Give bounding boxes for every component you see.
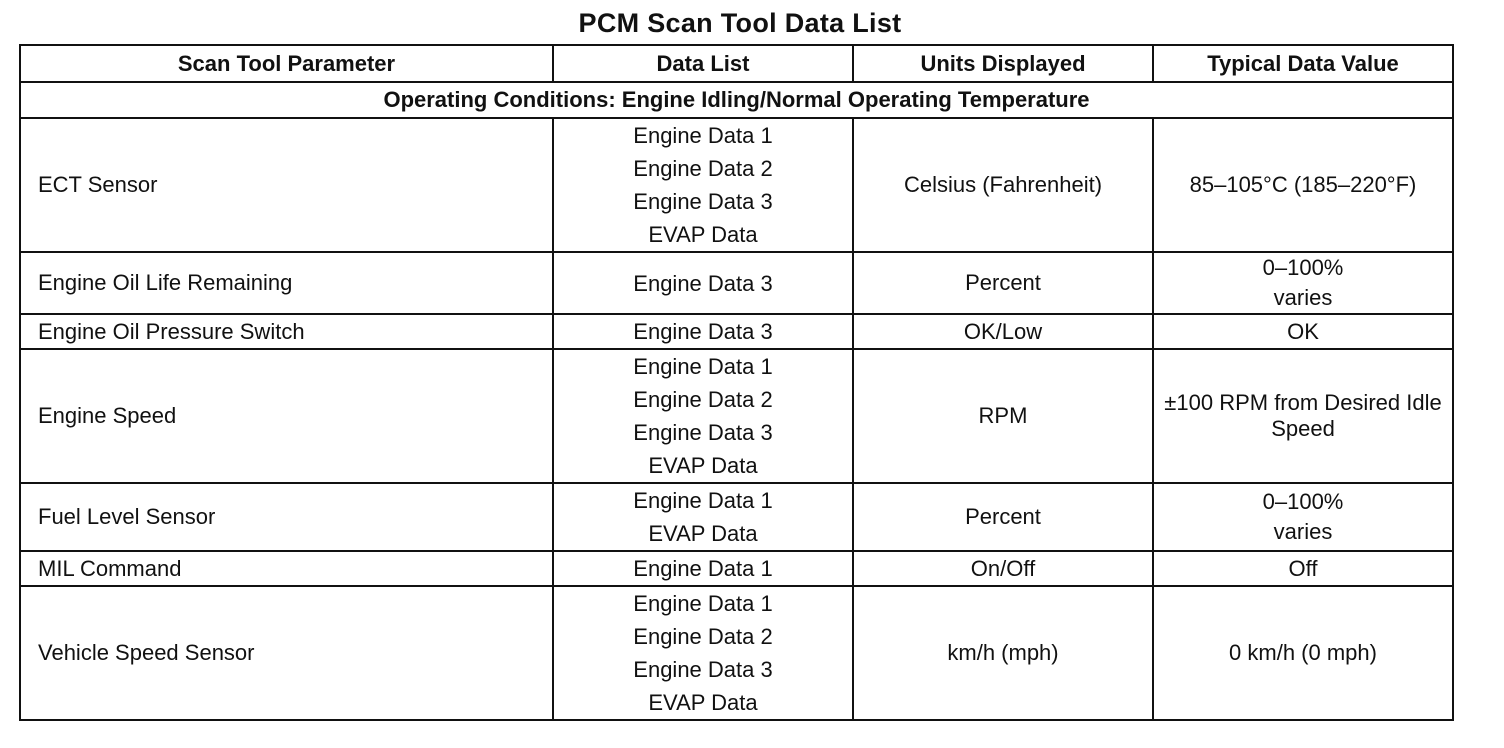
units-cell: Celsius (Fahrenheit) [853,118,1153,252]
typical-value-text: ±100 RPM from Desired Idle Speed [1164,390,1442,441]
units-cell: RPM [853,349,1153,483]
table-row [20,586,1453,720]
data-list-item: Engine Data 3 [633,657,773,682]
header-row [20,45,1453,82]
data-list-item: Engine Data 3 [633,270,773,296]
data-list-cell [553,551,853,586]
section-row [20,82,1453,118]
typical-value-cell [1153,314,1453,349]
units-cell: km/h (mph) [853,586,1153,720]
scan-tool-data-table [19,44,1454,721]
data-list-item: Engine Data 1 [633,354,773,379]
operating-conditions-label: Operating Conditions: Engine Idling/Normal Operating Temperature [20,82,1453,118]
data-list-cell [553,314,853,349]
parameter-cell: ECT Sensor [20,118,553,252]
data-list-cell [553,349,853,483]
typical-value-text: varies [1273,285,1333,310]
table-row [20,551,1453,586]
typical-value-text: Off [1288,555,1318,581]
data-list-item: Engine Data 1 [633,591,773,616]
data-list-item: EVAP Data [648,521,758,546]
column-header-data-list: Data List [553,45,853,82]
typical-value-text: 0–100% [1262,489,1344,514]
data-list-item: EVAP Data [648,453,758,478]
data-list-item: EVAP Data [648,222,758,247]
table-row [20,314,1453,349]
data-list-item: Engine Data 1 [633,556,773,581]
data-list-item: Engine Data 2 [633,624,773,649]
units-cell: On/Off [853,551,1153,586]
parameter-cell: Engine Oil Life Remaining [20,252,553,314]
data-list-item: Engine Data 1 [633,488,773,513]
data-list-item: Engine Data 3 [633,189,773,214]
column-header-parameter: Scan Tool Parameter [20,45,553,82]
parameter-cell: Engine Speed [20,349,553,483]
parameter-cell: Vehicle Speed Sensor [20,586,553,720]
parameter-cell: Engine Oil Pressure Switch [20,314,553,349]
typical-value-text: OK [1287,318,1319,344]
data-list-cell [553,586,853,720]
typical-value-cell [1153,586,1453,720]
typical-value-cell [1153,551,1453,586]
table-row [20,483,1453,551]
data-list-cell [553,483,853,551]
page-title: PCM Scan Tool Data List [578,8,902,38]
units-cell: OK/Low [853,314,1153,349]
data-list-item: Engine Data 1 [633,123,773,148]
data-list-item: Engine Data 2 [633,156,773,181]
data-list-item: Engine Data 2 [633,387,773,412]
data-list-item: Engine Data 3 [633,420,773,445]
data-list-item: Engine Data 3 [633,319,773,344]
table-row [20,349,1453,483]
typical-value-text: varies [1273,519,1333,544]
data-list-item: EVAP Data [648,690,758,715]
column-header-units: Units Displayed [853,45,1153,82]
parameter-cell: Fuel Level Sensor [20,483,553,551]
column-header-typical-value: Typical Data Value [1153,45,1453,82]
typical-value-cell [1153,349,1453,483]
typical-value-text: 0 km/h (0 mph) [1229,640,1377,665]
typical-value-text: 85–105°C (185–220°F) [1189,172,1417,197]
typical-value-cell [1153,118,1453,252]
parameter-cell: MIL Command [20,551,553,586]
table-row [20,118,1453,252]
data-list-cell [553,252,853,314]
typical-value-text: 0–100% [1262,255,1344,280]
units-cell: Percent [853,252,1153,314]
units-cell: Percent [853,483,1153,551]
data-list-cell [553,118,853,252]
table-row [20,252,1453,314]
typical-value-cell [1153,483,1453,551]
typical-value-cell [1153,252,1453,314]
